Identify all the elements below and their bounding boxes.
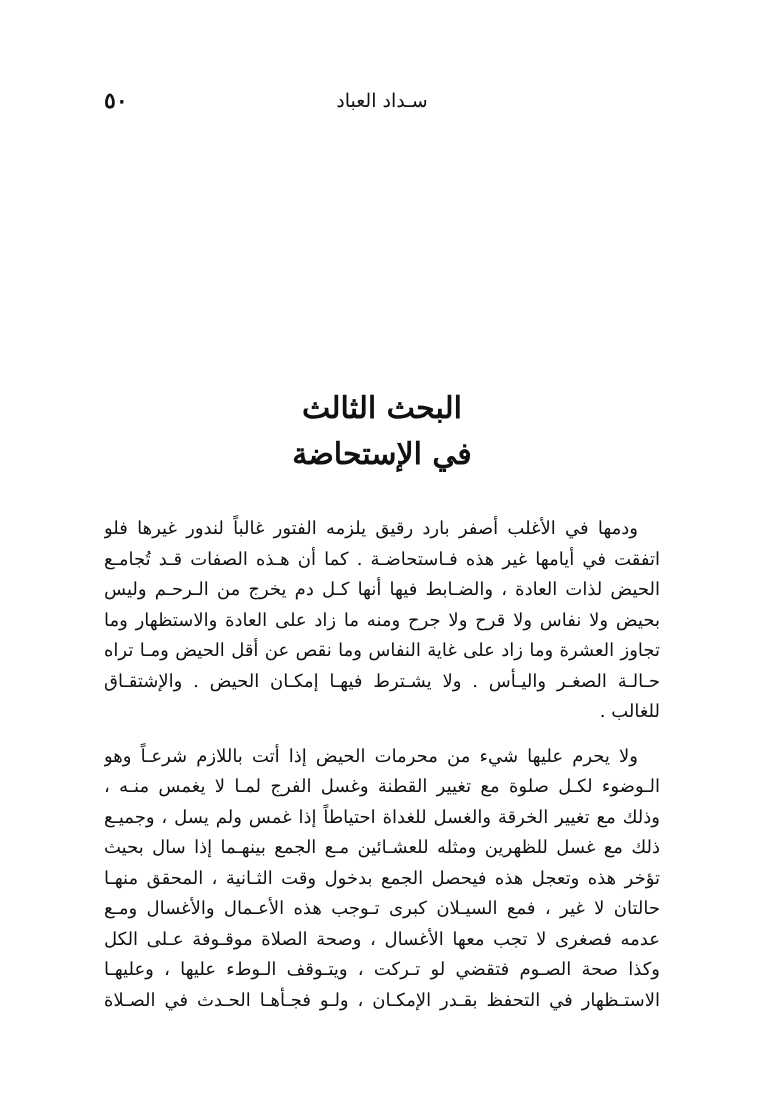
text-line: ذلك مع غسل للظهرين ومثله للعشـائين مـع الجمع بينهـما إذا سال بحيث (104, 837, 660, 858)
text-line: حـالـة الصغـر واليـأس . ولا يشـترط فيهـا إمكـان الحيض . والإشتقـاق (104, 670, 660, 692)
paragraph-2 (104, 742, 660, 1017)
text-line: عدمه فصغرى لا تجب معها الأغسال ، وصحة الصلاة موقـوفة عـلى الكل (104, 928, 660, 950)
text-line: للغالب . (599, 701, 660, 722)
section-heading-line-2: في الإستحاضة (292, 437, 472, 472)
text-line: بحيض ولا نفاس ولا قرح ولا جرح ومنه ما زاد على العادة والاستظهار وما (104, 609, 660, 631)
section-heading-line-1: البحث الثالث (301, 391, 463, 426)
text-line: الحيض لذات العادة ، والضـابط فيها أنها كـل دم يخرج من الـرحـم وليس (104, 579, 660, 600)
text-line: تجاوز العشرة وما زاد على غاية النفاس وما نقص عن أقل الحيض ومـا تراه (104, 640, 660, 661)
text-line: وذلك مع تغيير الخرقة والغسل للغداة احتياطاً إذا غمس ولم يسل ، وجميـع (104, 806, 660, 828)
text-line: اتفقت في أيامها غير هذه فـاستحاضـة . كما أن هـذه الصفات قـد تُجامـع (104, 548, 660, 570)
text-line: الـوضوء لكـل صلوة مع تغيير القطنة وغسل الفرج لمـا لا يغمس منـه ، (104, 776, 660, 797)
running-head (0, 88, 764, 118)
body-text (104, 514, 660, 1016)
text-line: تؤخر هذه وتعجل هذه فيحصل الجمع بدخول وقت الثـانية ، المحقق منهـا (104, 867, 660, 889)
section-heading (0, 386, 764, 478)
text-line: ولا يحرم عليها شيء من محرمات الحيض إذا أتت باللازم شرعـاً وهو (104, 745, 638, 767)
paragraph-1 (104, 514, 660, 728)
page-number: ٥٠ (104, 88, 128, 114)
text-line: وكذا صحة الصـوم فتقضي لو تـركت ، ويتـوقف الـوطء عليها ، وعليهـا (104, 959, 660, 980)
text-line: ودمها في الأغلب أصفر بارد رقيق يلزمه الفتور غالباً لندور غيرها فلو (104, 518, 638, 539)
text-line: الاستـظهار في التحفظ بقـدر الإمكـان ، ولـو فجـأهـا الحـدث في الصـلاة (104, 989, 660, 1011)
running-head-title: سـداد العباد (336, 90, 428, 112)
text-line: حالتان لا غير ، فمع السيـلان كبرى تـوجب هذه الأعـمال والأغسال ومـع (104, 898, 660, 919)
